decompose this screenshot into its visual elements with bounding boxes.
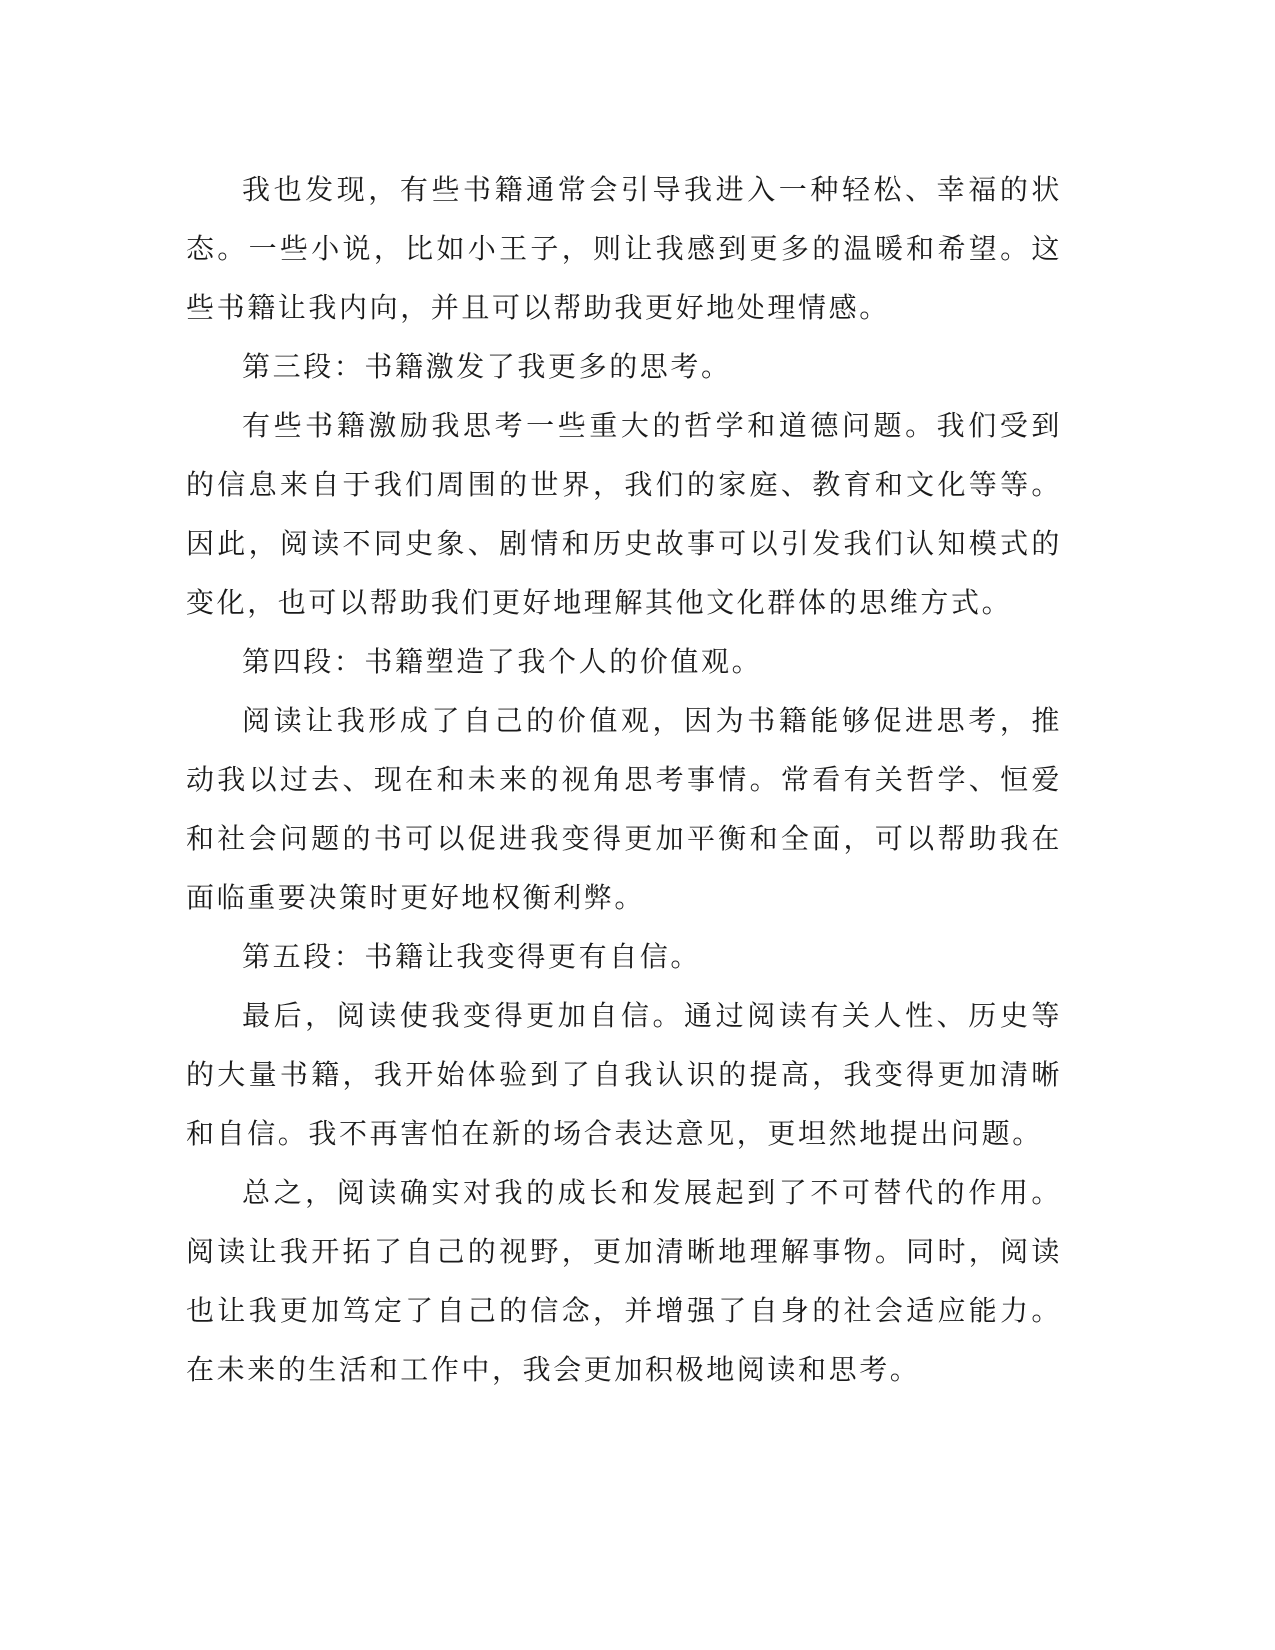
section-heading-3: 第三段：书籍激发了我更多的思考。	[242, 350, 732, 383]
document-body	[186, 160, 1062, 1399]
paragraph-conclusion: 总之，阅读确实对我的成长和发展起到了不可替代的作用。阅读让我开拓了自己的视野，更加清晰地理解事物。同时，阅读也让我更加笃定了自己的信念，并增强了自身的社会适应能力。在未来的生活和工作中，我会更加积极地阅读和思考。	[186, 1176, 1062, 1386]
paragraph-thinking: 有些书籍激励我思考一些重大的哲学和道德问题。我们受到的信息来自于我们周围的世界，我们的家庭、教育和文化等等。因此，阅读不同史象、剧情和历史故事可以引发我们认知模式的变化，也可以帮助我们更好地理解其他文化群体的思维方式。	[186, 409, 1062, 619]
paragraph-values: 阅读让我形成了自己的价值观，因为书籍能够促进思考，推动我以过去、现在和未来的视角思考事情。常看有关哲学、恒爱和社会问题的书可以促进我变得更加平衡和全面，可以帮助我在面临重要决策时更好地权衡利弊。	[186, 704, 1062, 914]
section-heading-4: 第四段：书籍塑造了我个人的价值观。	[242, 645, 763, 678]
section-heading-5: 第五段：书籍让我变得更有自信。	[242, 940, 702, 973]
paragraph-confidence: 最后，阅读使我变得更加自信。通过阅读有关人性、历史等的大量书籍，我开始体验到了自我认识的提高，我变得更加清晰和自信。我不再害怕在新的场合表达意见，更坦然地提出问题。	[186, 999, 1062, 1150]
paragraph-relaxing-books: 我也发现，有些书籍通常会引导我进入一种轻松、幸福的状态。一些小说，比如小王子，则让我感到更多的温暖和希望。这些书籍让我内向，并且可以帮助我更好地处理情感。	[186, 173, 1062, 324]
